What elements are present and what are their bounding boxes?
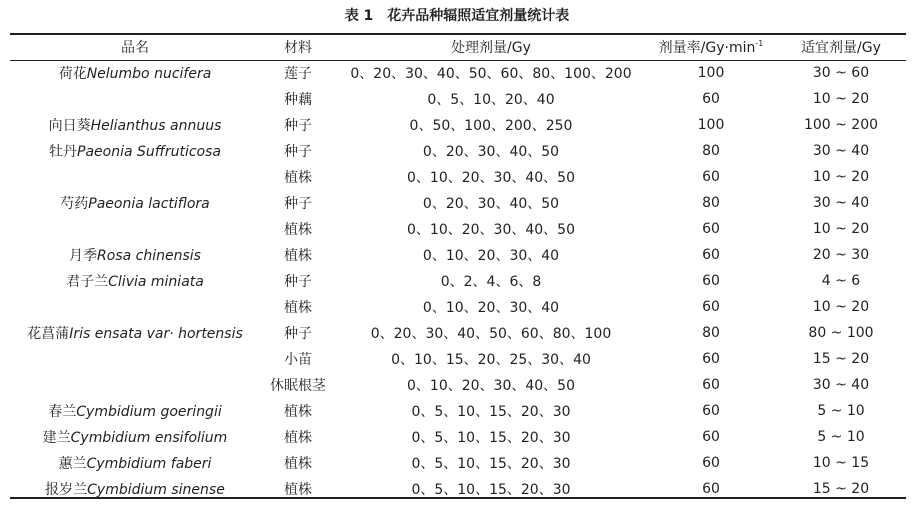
cell-variety — [10, 346, 260, 372]
cell-variety — [10, 476, 260, 502]
variety-chinese-name: 君子兰 — [66, 274, 109, 290]
table-row — [10, 424, 906, 450]
cell-variety — [10, 450, 260, 476]
table-row — [10, 294, 906, 320]
cell-suitable-dose: 10 ~ 15 — [812, 455, 870, 471]
variety-chinese-name: 月季 — [69, 248, 98, 264]
cell-suitable-dose: 5 ~ 10 — [817, 429, 865, 445]
cell-dose: 0、10、20、30、40 — [422, 248, 560, 264]
variety-chinese-name: 春兰 — [48, 404, 77, 420]
cell-variety — [10, 164, 260, 190]
table-row — [10, 242, 906, 268]
cell-material: 休眠根茎 — [270, 378, 326, 394]
cell-variety — [10, 268, 260, 294]
cell-suitable-dose: 10 ~ 20 — [812, 169, 870, 185]
cell-material: 种藕 — [284, 92, 312, 108]
cell-dose-rate: 60 — [702, 299, 720, 315]
dose-table — [10, 33, 906, 502]
cell-material: 植株 — [284, 430, 312, 446]
cell-dose: 0、20、30、40、50、60、80、100、200 — [350, 66, 632, 82]
table-row — [10, 164, 906, 190]
cell-material: 种子 — [284, 326, 312, 342]
cell-variety — [10, 320, 260, 346]
table-row — [10, 476, 906, 502]
cell-dose: 0、5、10、15、20、30 — [411, 456, 571, 472]
variety-chinese-name: 蕙兰 — [58, 456, 87, 472]
variety-latin-name: Clivia miniata — [108, 274, 204, 290]
cell-material: 种子 — [284, 196, 312, 212]
cell-suitable-dose: 30 ~ 40 — [812, 377, 870, 393]
cell-dose-rate: 80 — [702, 195, 720, 211]
cell-suitable-dose: 10 ~ 20 — [812, 221, 870, 237]
header-material: 材料 — [284, 39, 312, 56]
cell-dose-rate: 60 — [702, 351, 720, 367]
cell-variety — [10, 372, 260, 398]
table-row — [10, 398, 906, 424]
table-row — [10, 346, 906, 372]
variety-latin-name: Cymbidium faberi — [86, 456, 212, 472]
cell-suitable-dose: 100 ~ 200 — [803, 117, 879, 133]
cell-material: 植株 — [284, 300, 312, 316]
variety-latin-name: Nelumbo nucifera — [86, 66, 212, 82]
variety-latin-name: Iris ensata var· hortensis — [69, 326, 243, 342]
table-body — [10, 60, 906, 502]
variety-chinese-name: 芍药 — [60, 196, 89, 212]
table-caption: 表 1 花卉品种辐照适宜剂量统计表 — [344, 8, 570, 24]
variety-chinese-name: 花菖蒲 — [27, 326, 70, 342]
header-dose-rate-main: 剂量率/Gy·min — [658, 39, 756, 56]
cell-dose-rate: 80 — [702, 325, 720, 341]
cell-dose-rate: 60 — [702, 481, 720, 497]
cell-variety — [10, 216, 260, 242]
variety-latin-name: Paeonia Suffruticosa — [77, 144, 221, 160]
cell-dose-rate: 60 — [702, 169, 720, 185]
table-row — [10, 216, 906, 242]
cell-dose-rate: 60 — [702, 273, 720, 289]
cell-material: 植株 — [284, 456, 312, 472]
cell-material: 种子 — [284, 118, 312, 134]
variety-chinese-name: 向日葵 — [48, 118, 91, 134]
header-dose: 处理剂量/Gy — [451, 39, 531, 56]
cell-dose: 0、10、15、20、25、30、40 — [391, 352, 591, 368]
cell-dose: 0、20、30、40、50、60、80、100 — [370, 326, 612, 342]
table-row — [10, 86, 906, 112]
cell-material: 莲子 — [284, 66, 312, 82]
table-row — [10, 190, 906, 216]
cell-suitable-dose: 30 ~ 40 — [812, 143, 870, 159]
cell-dose: 0、5、10、20、40 — [427, 92, 555, 108]
cell-dose: 0、10、20、30、40、50 — [407, 378, 575, 394]
cell-dose-rate: 60 — [702, 91, 720, 107]
cell-suitable-dose: 5 ~ 10 — [817, 403, 865, 419]
cell-material: 植株 — [284, 404, 312, 420]
cell-dose-rate: 60 — [702, 221, 720, 237]
cell-suitable-dose: 80 ~ 100 — [808, 325, 874, 341]
header-variety: 品名 — [121, 39, 149, 56]
cell-variety — [10, 294, 260, 320]
cell-variety — [10, 424, 260, 450]
cell-variety — [10, 242, 260, 268]
cell-dose-rate: 60 — [702, 403, 720, 419]
cell-suitable-dose: 10 ~ 20 — [812, 299, 870, 315]
cell-variety — [10, 60, 260, 86]
header-suitable-dose: 适宜剂量/Gy — [801, 39, 881, 56]
variety-chinese-name: 报岁兰 — [45, 482, 88, 498]
table-row — [10, 112, 906, 138]
cell-suitable-dose: 10 ~ 20 — [812, 91, 870, 107]
cell-variety — [10, 138, 260, 164]
variety-latin-name: Cymbidium ensifolium — [70, 430, 228, 446]
variety-latin-name: Cymbidium goeringii — [76, 404, 222, 420]
cell-suitable-dose: 15 ~ 20 — [812, 351, 870, 367]
cell-material: 植株 — [284, 248, 312, 264]
cell-dose-rate: 60 — [702, 429, 720, 445]
cell-dose-rate: 60 — [702, 377, 720, 393]
cell-dose: 0、10、20、30、40 — [422, 300, 560, 316]
cell-material: 种子 — [284, 274, 312, 290]
header-dose-rate — [646, 33, 776, 60]
cell-dose: 0、5、10、15、20、30 — [411, 482, 571, 498]
cell-variety — [10, 190, 260, 216]
variety-latin-name: Rosa chinensis — [97, 248, 201, 264]
cell-dose-rate: 100 — [697, 65, 725, 81]
cell-suitable-dose: 15 ~ 20 — [812, 481, 870, 497]
cell-dose: 0、5、10、15、20、30 — [411, 404, 571, 420]
cell-suitable-dose: 4 ~ 6 — [821, 273, 861, 289]
cell-dose-rate: 80 — [702, 143, 720, 159]
cell-variety — [10, 112, 260, 138]
cell-dose-rate: 100 — [697, 117, 725, 133]
cell-dose: 0、2、4、6、8 — [440, 274, 542, 290]
table-row — [10, 268, 906, 294]
header-row — [10, 33, 906, 60]
table-row — [10, 60, 906, 86]
cell-material: 小苗 — [284, 352, 312, 368]
cell-dose-rate: 60 — [702, 247, 720, 263]
header-dose-rate-exponent: -1 — [755, 38, 764, 48]
table-row — [10, 320, 906, 346]
cell-suitable-dose: 20 ~ 30 — [812, 247, 870, 263]
cell-dose: 0、20、30、40、50 — [422, 196, 560, 212]
cell-suitable-dose: 30 ~ 60 — [812, 65, 870, 81]
table-row — [10, 450, 906, 476]
cell-dose: 0、5、10、15、20、30 — [411, 430, 571, 446]
variety-latin-name: Helianthus annuus — [90, 118, 222, 134]
cell-dose: 0、10、20、30、40、50 — [407, 222, 575, 238]
cell-material: 种子 — [284, 144, 312, 160]
variety-chinese-name: 荷花 — [58, 66, 87, 82]
table-row — [10, 138, 906, 164]
cell-dose: 0、50、100、200、250 — [409, 118, 573, 134]
cell-dose-rate: 60 — [702, 455, 720, 471]
cell-dose: 0、10、20、30、40、50 — [407, 170, 575, 186]
cell-variety — [10, 86, 260, 112]
variety-latin-name: Cymbidium sinense — [87, 482, 225, 498]
cell-dose: 0、20、30、40、50 — [422, 144, 560, 160]
variety-chinese-name: 牡丹 — [49, 144, 77, 160]
cell-material: 植株 — [284, 482, 312, 498]
cell-material: 植株 — [284, 170, 312, 186]
table-row — [10, 372, 906, 398]
variety-chinese-name: 建兰 — [42, 430, 71, 446]
cell-variety — [10, 398, 260, 424]
cell-suitable-dose: 30 ~ 40 — [812, 195, 870, 211]
variety-latin-name: Paeonia lactiflora — [88, 196, 210, 212]
cell-material: 植株 — [284, 222, 312, 238]
